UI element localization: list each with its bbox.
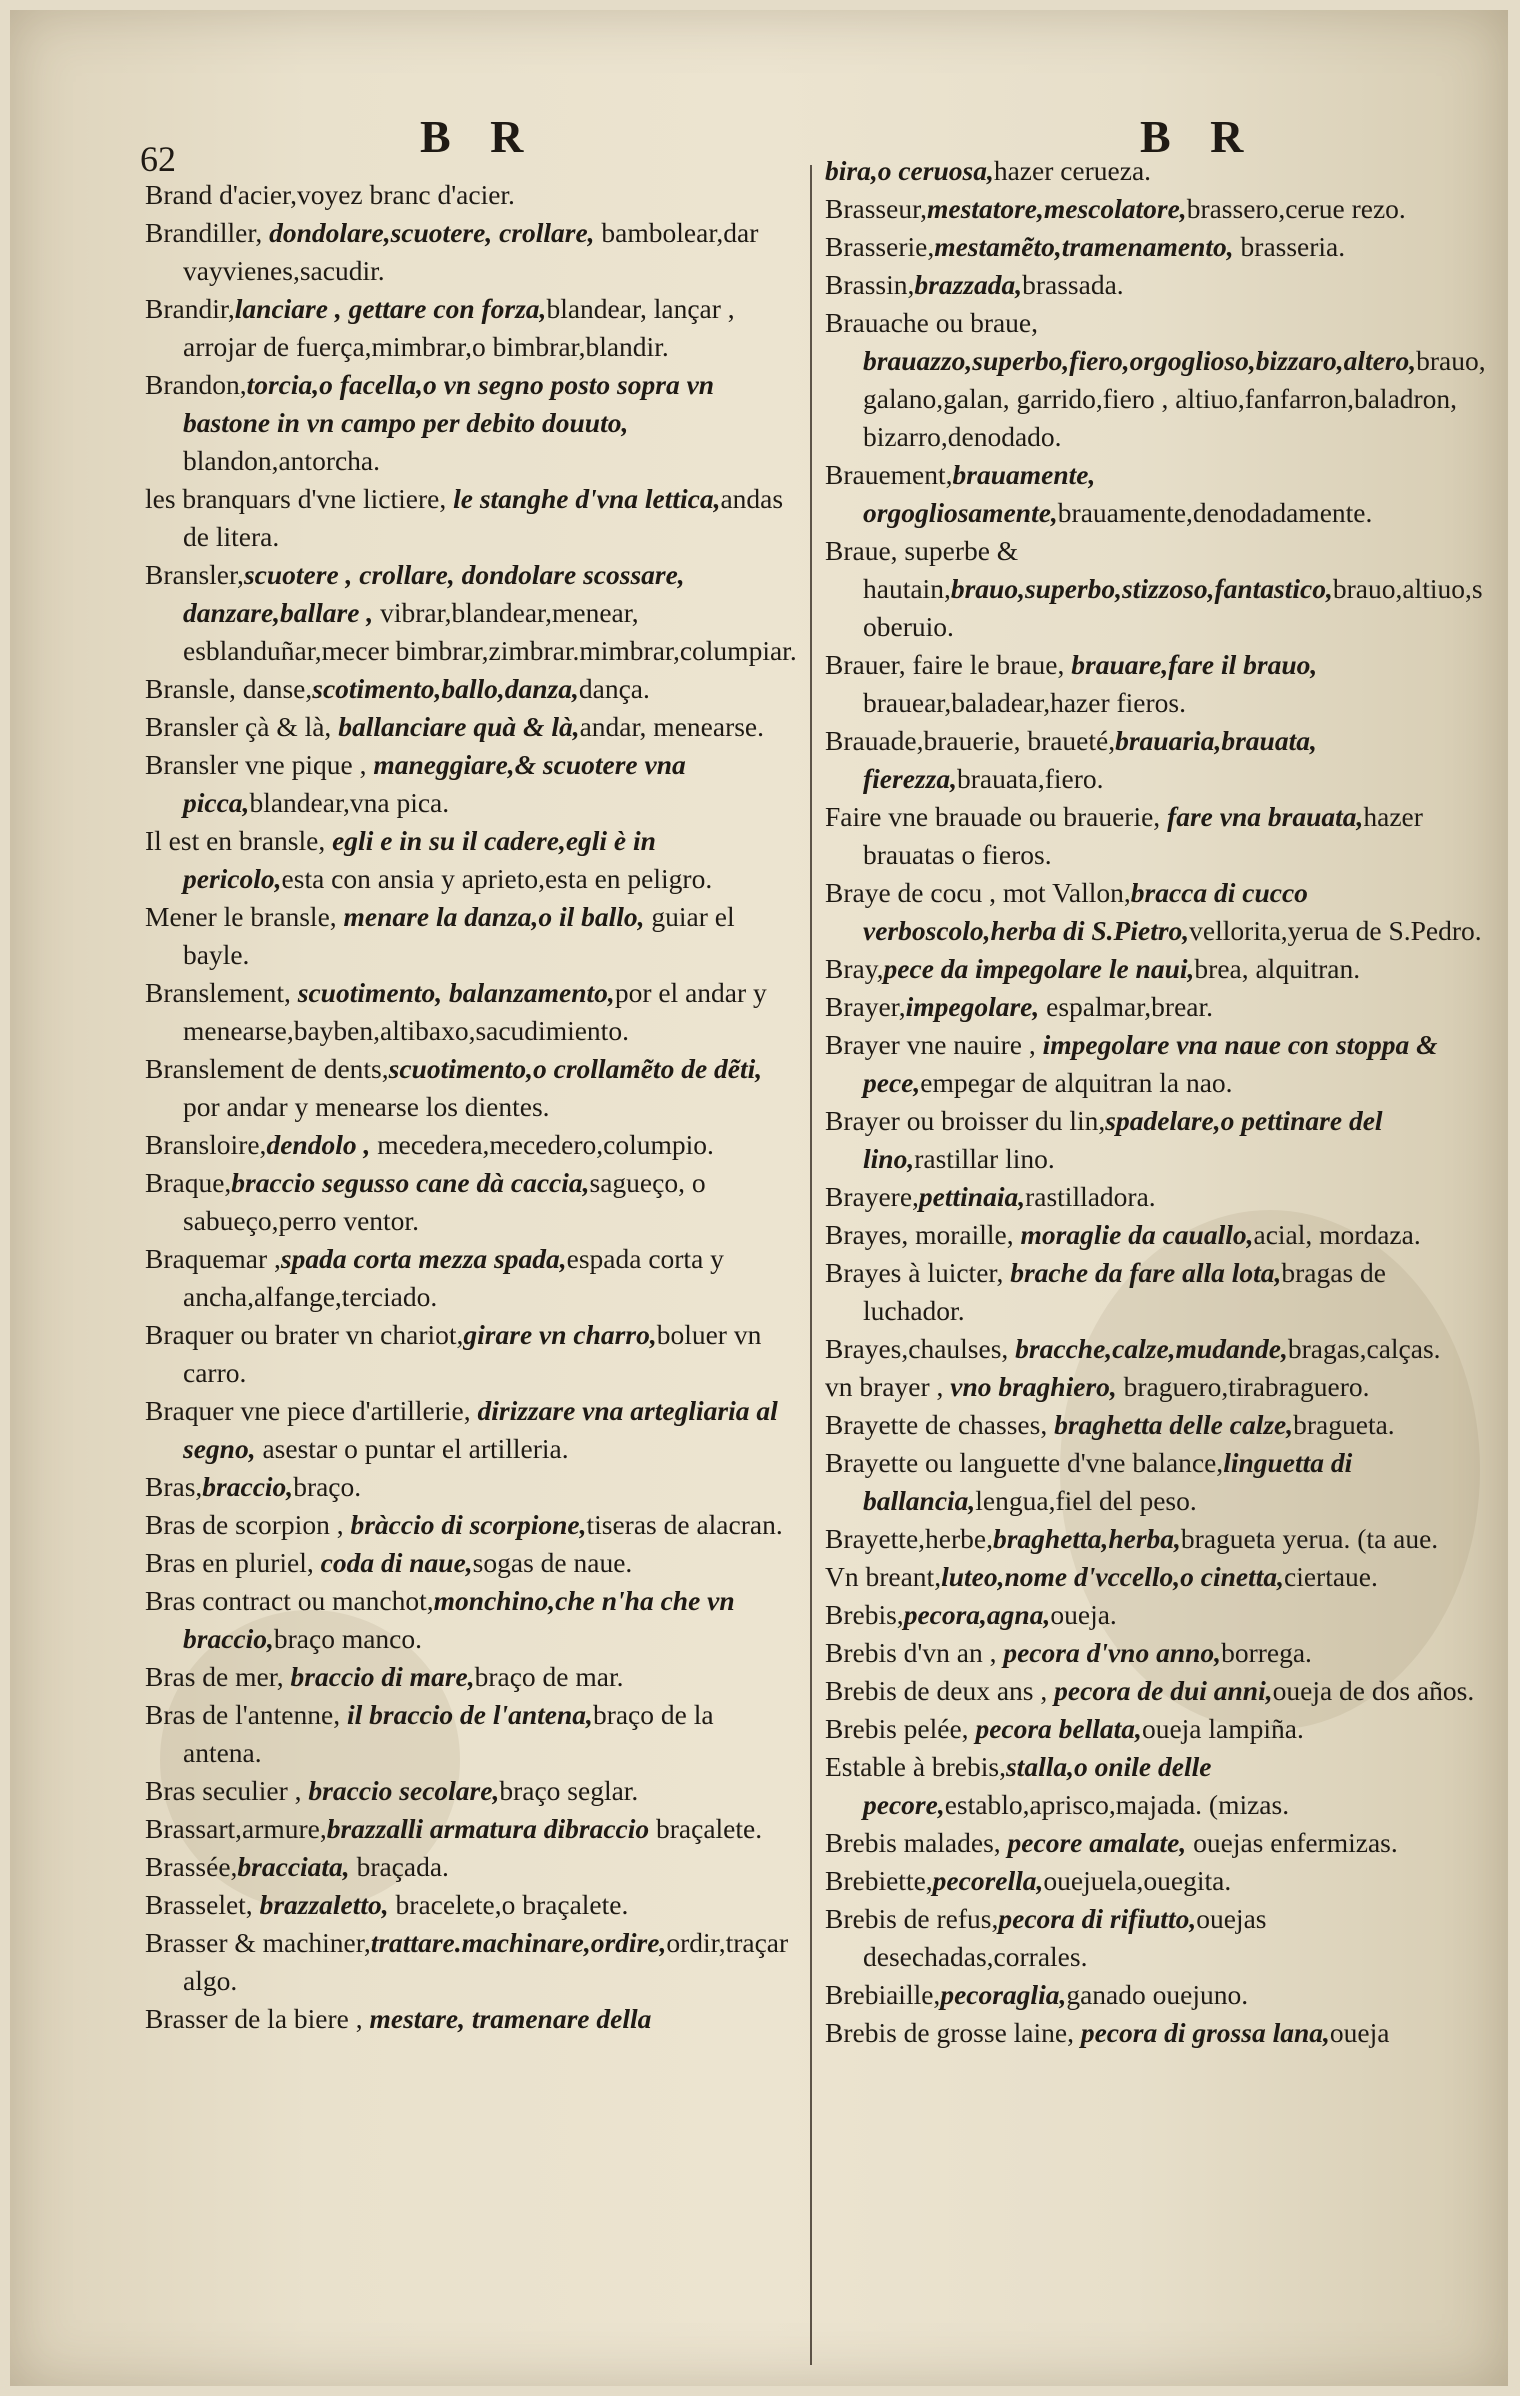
entry-italian: brazzada, [914, 269, 1023, 300]
dictionary-entry [145, 1582, 797, 1658]
entry-headword: Brasserie, [825, 231, 935, 262]
dictionary-entry [145, 1848, 797, 1886]
entry-spanish: bragueta yerua. (ta aue. [1180, 1523, 1439, 1554]
dictionary-entry [825, 1444, 1490, 1520]
entry-italian: brauamente, orgogliosamente, [863, 459, 1096, 528]
dictionary-entry [825, 1596, 1490, 1634]
entry-headword: Bransler çà & là, [145, 711, 332, 742]
entry-headword: Brebis pelée, [825, 1713, 969, 1744]
entry-headword: Brauade,brauerie, braueté, [825, 725, 1116, 756]
entry-headword: Brebis malades, [825, 1827, 1001, 1858]
entry-italian: scuotere , crollare, dondolare scossare, danzare,ballare , [183, 559, 685, 628]
entry-spanish: braço. [293, 1471, 362, 1502]
entry-italian: ballanciare quà & là, [331, 711, 580, 742]
entry-italian: pecora d'vno anno, [996, 1637, 1222, 1668]
column-divider [810, 165, 812, 2365]
entry-spanish: sagueço, o sabueço,perro ventor. [183, 1167, 706, 1236]
dictionary-entry [825, 1976, 1490, 2014]
entry-spanish: brauear,baladear,hazer fieros. [863, 687, 1186, 718]
entry-spanish: brassero,cerue rezo. [1186, 193, 1406, 224]
entry-spanish: ordir,traçar algo. [183, 1927, 789, 1996]
entry-spanish: vibrar,blandear,menear, esblanduñar,mecer bimbrar,zimbrar.mimbrar,columpiar. [183, 597, 797, 666]
dictionary-entry [145, 366, 797, 480]
entry-spanish: hazer cerueza. [993, 155, 1152, 186]
dictionary-page [10, 10, 1508, 2386]
entry-headword: Brayer ou broisser du lin, [825, 1105, 1106, 1136]
dictionary-entry [145, 670, 797, 708]
entry-spanish: espada corta y ancha,alfange,terciado. [183, 1243, 724, 1312]
entry-headword: Brayette,herbe, [825, 1523, 993, 1554]
entry-headword: Bransle, danse, [145, 673, 313, 704]
entry-italian: moraglie da cauallo, [1013, 1219, 1254, 1250]
entry-headword: Brasser de la biere , [145, 2003, 363, 2034]
entry-headword: Brasselet, [145, 1889, 253, 1920]
dictionary-entry [825, 1710, 1490, 1748]
dictionary-entry [825, 266, 1490, 304]
dictionary-entry [145, 2000, 797, 2038]
entry-headword: Brandon, [145, 369, 247, 400]
entry-spanish: guiar el bayle. [183, 901, 735, 970]
entry-spanish: por el andar y menearse,bayben,altibaxo,sacudimiento. [183, 977, 767, 1046]
entry-spanish: bracelete,o braçalete. [388, 1889, 629, 1920]
entry-headword: Brandiller, [145, 217, 263, 248]
entry-headword: Il est en bransle, [145, 825, 326, 856]
entry-italian: bracche,calze,mudande, [1008, 1333, 1288, 1364]
entry-spanish: bambolear,dar vayvienes,sacudir. [183, 217, 759, 286]
dictionary-entry [825, 190, 1490, 228]
entry-headword: Brayes,chaulses, [825, 1333, 1009, 1364]
dictionary-entry [145, 1468, 797, 1506]
entry-spanish: establo,aprisco,majada. (mizas. [944, 1789, 1290, 1820]
dictionary-entry [825, 1862, 1490, 1900]
entry-italian: scotimento,ballo,danza, [312, 673, 579, 704]
entry-italian: spadelare,o pettinare del lino, [863, 1105, 1383, 1174]
entry-spanish: ouejas desechadas,corrales. [863, 1903, 1267, 1972]
entry-headword: Bras seculier , [145, 1775, 302, 1806]
entry-headword: Brassée, [145, 1851, 238, 1882]
dictionary-entry [825, 1330, 1490, 1368]
entry-italian: brauaria,brauata, fierezza, [863, 725, 1317, 794]
entry-spanish: brauata,fiero. [956, 763, 1104, 794]
entry-headword: Brauement, [825, 459, 953, 490]
entry-headword: Brayes, moraille, [825, 1219, 1014, 1250]
entry-spanish: oueja. [1050, 1599, 1117, 1630]
dictionary-entry [145, 1696, 797, 1772]
dictionary-entry [825, 532, 1490, 646]
dictionary-entry [825, 1520, 1490, 1558]
dictionary-entry [145, 290, 797, 366]
entry-italian: linguetta di ballancia, [863, 1447, 1353, 1516]
entry-headword: les branquars d'vne lictiere, [145, 483, 447, 514]
entry-italian: pecora bellata, [968, 1713, 1142, 1744]
entry-headword: Bray, [825, 953, 884, 984]
entry-headword: Brebis de grosse laine, [825, 2017, 1074, 2048]
entry-italian: pecora,agna, [903, 1599, 1051, 1630]
running-header-right: B R [1140, 111, 1258, 162]
dictionary-entry [145, 1126, 797, 1164]
entry-italian: braccio segusso cane dà caccia, [231, 1167, 590, 1198]
entry-spanish: acial, mordaza. [1253, 1219, 1421, 1250]
entry-italian: stalla,o onile delle pecore, [863, 1751, 1212, 1820]
entry-spanish: rastilladora. [1025, 1181, 1156, 1212]
dictionary-entry [145, 214, 797, 290]
entry-headword: Brauer, faire le braue, [825, 649, 1065, 680]
entry-headword: Estable à brebis, [825, 1751, 1006, 1782]
dictionary-entry [825, 1824, 1490, 1862]
entry-headword: Bransler, [145, 559, 244, 590]
dictionary-entry [145, 1050, 797, 1126]
entry-italian: menare la danza,o il ballo, [336, 901, 645, 932]
entry-spanish: braguero,tirabraguero. [1116, 1371, 1370, 1402]
entry-headword: Brebis d'vn an , [825, 1637, 997, 1668]
dictionary-entry [825, 1634, 1490, 1672]
entry-italian: lanciare , gettare con forza, [234, 293, 547, 324]
entry-spanish: bragas de luchador. [863, 1257, 1386, 1326]
entry-spanish: por andar y menearse los dientes. [183, 1091, 550, 1122]
entry-italian: trattare.machinare,ordire, [370, 1927, 667, 1958]
entry-headword: Bras contract ou manchot, [145, 1585, 434, 1616]
dictionary-entry [825, 1406, 1490, 1444]
dictionary-entry [825, 228, 1490, 266]
entry-headword: Bras, [145, 1471, 203, 1502]
entry-headword: Brayer vne nauire , [825, 1029, 1036, 1060]
entry-spanish: boluer vn carro. [183, 1319, 762, 1388]
dictionary-entry [825, 988, 1490, 1026]
entry-italian: mestare, tramenare della [362, 2003, 652, 2034]
dictionary-entry [145, 1164, 797, 1240]
entry-spanish: mecedera,mecedero,columpio. [370, 1129, 714, 1160]
entry-spanish: andas de litera. [183, 483, 784, 552]
entry-italian: brauo,superbo,stizzoso,fantastico, [950, 573, 1333, 604]
entry-italian: girare vn charro, [463, 1319, 657, 1350]
entry-italian: maneggiare,& scuotere vna picca, [183, 749, 686, 818]
entry-spanish: dança. [578, 673, 650, 704]
entry-italian: impegolare, [905, 991, 1040, 1022]
entry-spanish: ganado ouejuno. [1066, 1979, 1249, 2010]
entry-italian: monchino,che n'ha che vn braccio, [183, 1585, 735, 1654]
dictionary-entry [825, 1368, 1490, 1406]
entry-headword: Brand d'acier,voyez branc d'acier. [145, 179, 515, 210]
dictionary-entry [145, 974, 797, 1050]
entry-italian: bira,o ceruosa, [825, 155, 994, 186]
entry-headword: Bransloire, [145, 1129, 267, 1160]
entry-headword: Brebis de deux ans , [825, 1675, 1048, 1706]
entry-headword: vn brayer , [825, 1371, 944, 1402]
dictionary-entry [145, 556, 797, 670]
page-number: 62 [140, 139, 176, 179]
dictionary-entry [145, 1316, 797, 1392]
entry-headword: Braquemar , [145, 1243, 281, 1274]
entry-headword: Brasseur, [825, 193, 927, 224]
entry-spanish: blandon,antorcha. [183, 445, 381, 476]
entry-headword: Branslement de dents, [145, 1053, 389, 1084]
entry-spanish: brauamente,denodadamente. [1057, 497, 1373, 528]
entry-spanish: tiseras de alacran. [586, 1509, 783, 1540]
entry-headword: Bras de mer, [145, 1661, 284, 1692]
entry-headword: Brassin, [825, 269, 915, 300]
dictionary-entry [825, 1026, 1490, 1102]
entry-headword: Faire vne brauade ou brauerie, [825, 801, 1161, 832]
entry-spanish: blandear, lançar , arrojar de fuerça,mimbrar,o bimbrar,blandir. [183, 293, 735, 362]
entry-headword: Vn breant, [825, 1561, 942, 1592]
dictionary-entry [145, 1658, 797, 1696]
entry-headword: Brebis, [825, 1599, 904, 1630]
entry-headword: Mener le bransle, [145, 901, 337, 932]
entry-headword: Brayere, [825, 1181, 919, 1212]
entry-headword: Bras de l'antenne, [145, 1699, 341, 1730]
entry-italian: braghetta,herba, [992, 1523, 1181, 1554]
entry-headword: Braquer ou brater vn chariot, [145, 1319, 464, 1350]
dictionary-entry [825, 456, 1490, 532]
entry-italian: le stanghe d'vna lettica, [446, 483, 721, 514]
entry-spanish: lengua,fiel del peso. [975, 1485, 1197, 1516]
entry-italian: torcia,o facella,o vn segno posto sopra vn bastone in vn campo per debito douuto, [183, 369, 715, 438]
entry-spanish: espalmar,brear. [1039, 991, 1214, 1022]
entry-spanish: bragueta. [1293, 1409, 1395, 1440]
dictionary-entry [825, 1558, 1490, 1596]
entry-spanish: empegar de alquitran la nao. [920, 1067, 1233, 1098]
entry-italian: fare vna brauata, [1160, 801, 1364, 832]
entry-spanish: oueja [1329, 2017, 1390, 2048]
entry-italian: dondolare,scuotere, crollare, [262, 217, 595, 248]
entry-italian: spada corta mezza spada, [280, 1243, 567, 1274]
dictionary-entry [825, 722, 1490, 798]
dictionary-entry [825, 1102, 1490, 1178]
entry-italian: brauare,fare il brauo, [1064, 649, 1318, 680]
entry-italian: brazzaletto, [252, 1889, 389, 1920]
dictionary-entry [145, 1772, 797, 1810]
entry-headword: Brauache ou braue, [825, 307, 1039, 338]
entry-spanish: esta con ansia y aprieto,esta en peligro. [281, 863, 713, 894]
entry-spanish: ouejas enfermizas. [1186, 1827, 1398, 1858]
entry-spanish: oueja de dos años. [1272, 1675, 1475, 1706]
entry-italian: bracca di cucco verboscolo,herba di S.Pietro, [863, 877, 1308, 946]
dictionary-entry [825, 1216, 1490, 1254]
entry-spanish: sogas de naue. [472, 1547, 633, 1578]
entry-italian: coda di naue, [313, 1547, 473, 1578]
entry-spanish: oueja lampiña. [1141, 1713, 1304, 1744]
entry-italian: scuotimento,o crollamẽto de dẽti, [388, 1053, 763, 1084]
entry-italian: dirizzare vna artegliaria al segno, [183, 1395, 778, 1464]
entry-italian: luteo,nome d'vccello,o cinetta, [941, 1561, 1284, 1592]
dictionary-entry [145, 1240, 797, 1316]
entry-spanish: rastillar lino. [914, 1143, 1055, 1174]
entry-headword: Brayer, [825, 991, 906, 1022]
dictionary-entry [825, 152, 1490, 190]
entry-spanish: braço de mar. [474, 1661, 624, 1692]
entry-italian: scuotimento, balanzamento, [290, 977, 615, 1008]
dictionary-entry [145, 898, 797, 974]
dictionary-entry [145, 708, 797, 746]
entry-headword: Brebis de refus, [825, 1903, 999, 1934]
entry-spanish: blandear,vna pica. [249, 787, 450, 818]
dictionary-entry [825, 950, 1490, 988]
entry-italian: pecora di rifiutto, [998, 1903, 1197, 1934]
entry-spanish: bragas,calças. [1287, 1333, 1441, 1364]
dictionary-entry [825, 1748, 1490, 1824]
entry-italian: pecora de dui anni, [1047, 1675, 1273, 1706]
entry-headword: Bras en pluriel, [145, 1547, 314, 1578]
entry-italian: brazzalli armatura dibraccio [326, 1813, 650, 1844]
dictionary-entry [145, 1392, 797, 1468]
entry-headword: Brayette de chasses, [825, 1409, 1048, 1440]
entry-italian: bràccio di scorpione, [343, 1509, 587, 1540]
entry-spanish: brassada. [1022, 269, 1124, 300]
left-column [145, 176, 797, 2038]
entry-headword: Bransler vne pique , [145, 749, 367, 780]
entry-spanish: braço manco. [273, 1623, 423, 1654]
dictionary-entry [145, 1886, 797, 1924]
dictionary-entry [825, 304, 1490, 456]
entry-italian: bracciata, [237, 1851, 350, 1882]
entry-spanish: andar, menearse. [579, 711, 765, 742]
dictionary-entry [145, 1924, 797, 2000]
entry-headword: Brassart,armure, [145, 1813, 327, 1844]
entry-headword: Branslement, [145, 977, 291, 1008]
entry-spanish: brea, alquitran. [1194, 953, 1361, 984]
dictionary-entry [145, 822, 797, 898]
dictionary-entry [145, 176, 797, 214]
entry-headword: Brandir, [145, 293, 235, 324]
entry-headword: Braue, superbe & hautain, [825, 535, 1019, 604]
dictionary-entry [825, 1178, 1490, 1216]
dictionary-entry [825, 2014, 1490, 2052]
right-column [825, 152, 1490, 2052]
dictionary-entry [145, 1506, 797, 1544]
entry-italian: dendolo , [266, 1129, 371, 1160]
entry-headword: Brayette ou languette d'vne balance, [825, 1447, 1224, 1478]
dictionary-entry [825, 1672, 1490, 1710]
entry-italian: pettinaia, [918, 1181, 1026, 1212]
entry-headword: Braque, [145, 1167, 232, 1198]
entry-headword: Bras de scorpion , [145, 1509, 344, 1540]
entry-headword: Brasser & machiner, [145, 1927, 371, 1958]
entry-italian: mestamẽto,tramenamento, [934, 231, 1234, 262]
dictionary-entry [825, 874, 1490, 950]
dictionary-entry [145, 1810, 797, 1848]
entry-spanish: braço de la antena. [183, 1699, 714, 1768]
entry-spanish: hazer brauatas o fieros. [863, 801, 1423, 870]
entry-headword: Braye de cocu , mot Vallon, [825, 877, 1131, 908]
entry-italian: pecorella, [932, 1865, 1044, 1896]
dictionary-entry [825, 798, 1490, 874]
entry-italian: pece da impegolare le naui, [883, 953, 1195, 984]
entry-italian: brauazzo,superbo,fiero,orgoglioso,bizzaro,altero, [863, 345, 1417, 376]
entry-italian: braghetta delle calze, [1047, 1409, 1294, 1440]
entry-spanish: brauo,altiuo,soberuio. [863, 573, 1483, 642]
entry-spanish: braçalete. [649, 1813, 763, 1844]
entry-spanish: braçada. [349, 1851, 449, 1882]
entry-italian: pecore amalate, [1000, 1827, 1187, 1858]
entry-spanish: brasseria. [1233, 231, 1346, 262]
entry-headword: Brebiette, [825, 1865, 933, 1896]
entry-headword: Brebiaille, [825, 1979, 941, 2010]
dictionary-entry [145, 1544, 797, 1582]
entry-italian: egli e in su il cadere,egli è in pericolo, [183, 825, 656, 894]
entry-italian: pecora di grossa lana, [1073, 2017, 1330, 2048]
entry-italian: braccio di mare, [283, 1661, 475, 1692]
entry-headword: Braquer vne piece d'artillerie, [145, 1395, 471, 1426]
entry-italian: brache da fare alla lota, [1003, 1257, 1282, 1288]
entry-italian: vno braghiero, [943, 1371, 1117, 1402]
entry-spanish: borrega. [1221, 1637, 1312, 1668]
entry-italian: pecoraglia, [940, 1979, 1067, 2010]
running-header-left: B R [420, 111, 538, 162]
dictionary-entry [825, 1900, 1490, 1976]
entry-headword: Brayes à luicter, [825, 1257, 1004, 1288]
entry-italian: impegolare vna naue con stoppa & pece, [863, 1029, 1438, 1098]
dictionary-entry [825, 646, 1490, 722]
entry-spanish: ciertaue. [1284, 1561, 1378, 1592]
entry-spanish: ouejuela,ouegita. [1043, 1865, 1232, 1896]
entry-spanish: braço seglar. [499, 1775, 639, 1806]
entry-spanish: asestar o puntar el artilleria. [255, 1433, 569, 1464]
entry-spanish: brauo,galano,galan, garrido,fiero , altiuo,fanfarron,baladron, bizarro,denodado. [863, 345, 1486, 452]
entry-italian: braccio secolare, [301, 1775, 500, 1806]
dictionary-entry [145, 480, 797, 556]
entry-spanish: vellorita,yerua de S.Pedro. [1189, 915, 1482, 946]
entry-italian: braccio, [202, 1471, 294, 1502]
dictionary-entry [825, 1254, 1490, 1330]
entry-italian: il braccio de l'antena, [340, 1699, 593, 1730]
entry-italian: mestatore,mescolatore, [927, 193, 1187, 224]
dictionary-entry [145, 746, 797, 822]
